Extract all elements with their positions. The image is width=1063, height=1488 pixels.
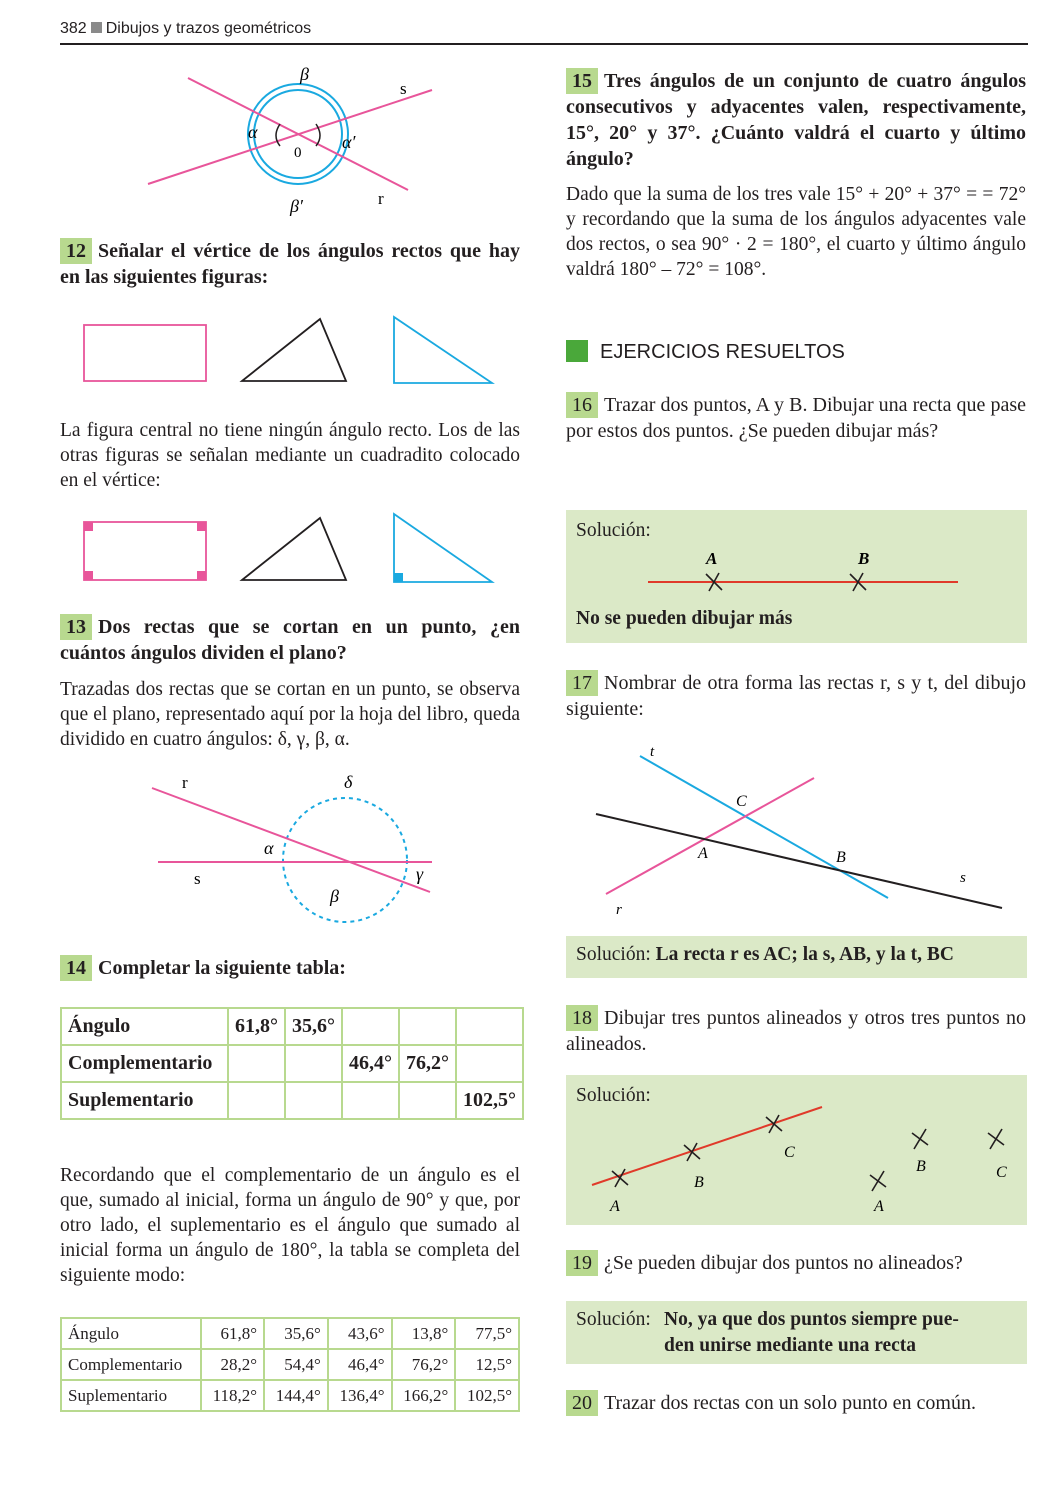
solution-17-label: Solución:	[576, 944, 651, 965]
question-19-text: ¿Se pueden dibujar dos puntos no alineados?	[604, 1252, 963, 1274]
label-r: r	[378, 189, 384, 208]
table-cell: 144,4°	[264, 1380, 328, 1411]
table-cell: Ángulo	[61, 1008, 228, 1045]
label-beta-13: β	[330, 886, 339, 906]
table-cell: 76,2°	[399, 1045, 456, 1082]
figures-shapes-2	[80, 512, 500, 587]
table-cell: Suplementario	[61, 1082, 228, 1119]
table-row	[61, 1318, 519, 1349]
line-r	[188, 78, 408, 190]
table-cell: 102,5°	[456, 1082, 523, 1119]
table-cell: 166,2°	[392, 1380, 456, 1411]
badge-20: 20	[566, 1390, 598, 1416]
label-a: A	[698, 845, 708, 862]
label-delta: δ	[344, 772, 353, 792]
table-row	[61, 1082, 523, 1119]
solution-19-answer-line2: den unirse mediante una recta	[664, 1335, 917, 1356]
badge-13: 13	[60, 614, 92, 640]
question-12	[60, 238, 520, 290]
question-17	[566, 670, 1026, 722]
table-cell: 118,2°	[201, 1380, 264, 1411]
label-beta-prime: β′	[290, 196, 303, 216]
section-block-icon	[566, 340, 588, 362]
triangle-cyan	[394, 317, 492, 383]
label-c: C	[736, 793, 747, 810]
table-cell: 102,5°	[455, 1380, 519, 1411]
label-origin: 0	[294, 145, 302, 161]
table-cell	[285, 1045, 342, 1082]
question-13	[60, 614, 520, 666]
line-s	[148, 90, 432, 184]
table-cell	[456, 1008, 523, 1045]
point-b-label: B	[858, 549, 870, 568]
question-14-text: Completar la siguiente tabla:	[98, 957, 346, 979]
line-t	[640, 756, 888, 898]
table-cell: 46,4°	[342, 1045, 399, 1082]
triangle-cyan-marked	[394, 514, 492, 582]
question-18-text: Dibujar tres puntos alineados y otros tres puntos no alineados.	[566, 1007, 1026, 1055]
question-16-text: Trazar dos puntos, A y B. Dibujar una recta que pase por estos dos puntos. ¿Se pueden dibujar más?	[566, 394, 1026, 442]
corner-mark-bl	[84, 571, 93, 580]
free-point-b-cross	[912, 1129, 928, 1149]
question-12-text: Señalar el vértice de los ángulos rectos que hay en las siguientes figuras:	[60, 240, 520, 288]
figure-angles-13	[150, 770, 440, 930]
solution-18-label: Solución:	[576, 1085, 651, 1106]
triangle-black	[242, 319, 346, 381]
table-cell: Complementario	[61, 1349, 201, 1380]
line-s-17	[596, 814, 1002, 908]
alpha-arc	[276, 124, 280, 146]
free-label-b: B	[916, 1158, 926, 1175]
label-alpha-13: α	[264, 838, 274, 858]
table-cell	[285, 1082, 342, 1119]
point-a-label: A	[706, 549, 718, 568]
table-cell	[399, 1008, 456, 1045]
table-cell: 13,8°	[392, 1318, 456, 1349]
rectangle	[84, 325, 206, 381]
label-alpha: α	[248, 122, 258, 142]
aligned-label-b: B	[694, 1174, 704, 1191]
question-14	[60, 955, 520, 981]
question-19	[566, 1250, 1026, 1276]
solution-17-answer: La recta r es AC; la s, AB, y la t, BC	[655, 944, 954, 965]
badge-15: 15	[566, 68, 598, 94]
label-gamma: γ	[416, 864, 424, 884]
corner-mark-tl	[84, 522, 93, 531]
label-beta: β	[300, 64, 309, 84]
table-cell: 54,4°	[264, 1349, 328, 1380]
question-16	[566, 392, 1026, 444]
free-point-c-cross	[988, 1129, 1004, 1149]
badge-12: 12	[60, 238, 92, 264]
label-s-17: s	[960, 870, 966, 886]
table-cell: 35,6°	[285, 1008, 342, 1045]
solution-16-answer: No se pueden dibujar más	[576, 608, 793, 629]
solution-19-box	[566, 1301, 1027, 1364]
table-cell	[228, 1082, 285, 1119]
table-cell: Complementario	[61, 1045, 228, 1082]
label-t: t	[650, 744, 655, 760]
table-cell: 12,5°	[455, 1349, 519, 1380]
free-point-a-cross	[870, 1171, 886, 1191]
corner-mark-br	[197, 571, 206, 580]
question-17-text: Nombrar de otra forma las rectas r, s y t, del dibujo siguiente:	[566, 672, 1026, 720]
table-cell: Suplementario	[61, 1380, 201, 1411]
question-13-text: Dos rectas que se cortan en un punto, ¿en cuántos ángulos dividen el plano?	[60, 616, 520, 664]
table-row	[61, 1045, 523, 1082]
badge-18: 18	[566, 1005, 598, 1031]
figure-angles-rs	[140, 60, 440, 220]
question-15-text: Tres ángulos de un conjunto de cuatro ángulos consecutivos y adyacentes valen, respectivamente, 15°, 20° y 37°. ¿Cuánto valdrá el cuarto y último ángulo?	[566, 70, 1026, 170]
corner-mark-cyan	[394, 573, 403, 582]
solution-17-text	[576, 944, 954, 966]
label-r-13: r	[182, 773, 188, 792]
table-incomplete	[60, 1007, 524, 1120]
question-20	[566, 1390, 1026, 1416]
table-cell: 28,2°	[201, 1349, 264, 1380]
table-cell	[456, 1045, 523, 1082]
solution-16-label: Solución:	[576, 520, 651, 541]
table-cell: 61,8°	[228, 1008, 285, 1045]
table-complete	[60, 1317, 520, 1412]
solution-19-label: Solución:	[576, 1309, 651, 1330]
label-s: s	[400, 79, 407, 98]
table-row	[61, 1008, 523, 1045]
aligned-label-a: A	[610, 1198, 620, 1215]
question-15	[566, 68, 1026, 172]
solution-18-figure	[566, 1075, 1027, 1225]
table-cell: 61,8°	[201, 1318, 264, 1349]
section-title: EJERCICIOS RESUELTOS	[600, 341, 845, 363]
solution-16-box	[566, 510, 1027, 643]
corner-mark-tr	[197, 522, 206, 531]
solution-18-box	[566, 1075, 1027, 1225]
paragraph-14: Recordando que el complementario de un ángulo es el que, sumado al inicial, forma un ángulo de 90° y que, por otro lado, el suplementario es el ángulo que sumado al inicial forma un ángulo de 180°, la tabla se completa del siguiente modo:	[60, 1165, 520, 1286]
figure-lines-17	[590, 740, 1010, 920]
badge-19: 19	[566, 1250, 598, 1276]
table-cell: 43,6°	[328, 1318, 392, 1349]
table-row	[61, 1380, 519, 1411]
table-row	[61, 1349, 519, 1380]
section-heading	[566, 340, 845, 364]
page-header-title: Dibujos y trazos geométricos	[105, 20, 312, 37]
solution-17-box	[566, 936, 1027, 978]
badge-16: 16	[566, 392, 598, 418]
badge-17: 17	[566, 670, 598, 696]
table-cell	[228, 1045, 285, 1082]
table-cell	[342, 1008, 399, 1045]
table-cell: Ángulo	[61, 1318, 201, 1349]
figures-shapes-1	[80, 315, 500, 390]
free-label-c: C	[996, 1164, 1007, 1181]
free-label-a: A	[874, 1198, 884, 1215]
triangle-black-2	[242, 518, 346, 580]
table-cell	[399, 1082, 456, 1119]
solution-16-figure	[566, 540, 1027, 610]
paragraph-12: La figura central no tiene ningún ángulo recto. Los de las otras figuras se señalan mediante un cuadradito colocado en el vértice:	[60, 420, 520, 491]
aligned-point-c-cross	[766, 1115, 782, 1133]
table-cell: 136,4°	[328, 1380, 392, 1411]
aligned-label-c: C	[784, 1144, 795, 1161]
table-cell: 76,2°	[392, 1349, 456, 1380]
label-r-17: r	[616, 902, 622, 918]
label-s-13: s	[194, 869, 201, 888]
table-cell	[342, 1082, 399, 1119]
paragraph-13: Trazadas dos rectas que se cortan en un punto, se observa que el plano, representado aquí por la hoja del libro, queda dividido en cuatro ángulos: δ, γ, β, α.	[60, 679, 520, 750]
paragraph-15: Dado que la suma de los tres vale 15° + 20° + 37° = = 72° y recordando que la suma de los ángulos adyacentes vale dos rectos, o sea 90° · 2 = 180°, el cuarto y último ángulo valdrá 180° – 72° = 108°.	[566, 184, 1026, 280]
question-20-text: Trazar dos rectas con un solo punto en común.	[604, 1392, 976, 1414]
rectangle-marked	[84, 522, 206, 580]
table-cell: 46,4°	[328, 1349, 392, 1380]
question-18	[566, 1005, 1026, 1057]
header-square-icon	[91, 22, 102, 33]
page-number: 382	[60, 20, 87, 37]
badge-14: 14	[60, 955, 92, 981]
header-rule	[60, 43, 1028, 45]
table-cell: 77,5°	[455, 1318, 519, 1349]
table-cell: 35,6°	[264, 1318, 328, 1349]
page-header	[60, 20, 311, 38]
label-alpha-prime: α′	[342, 132, 356, 152]
label-b: B	[836, 849, 846, 866]
solution-19-answer-line1: No, ya que dos puntos siempre pue-	[664, 1309, 959, 1330]
